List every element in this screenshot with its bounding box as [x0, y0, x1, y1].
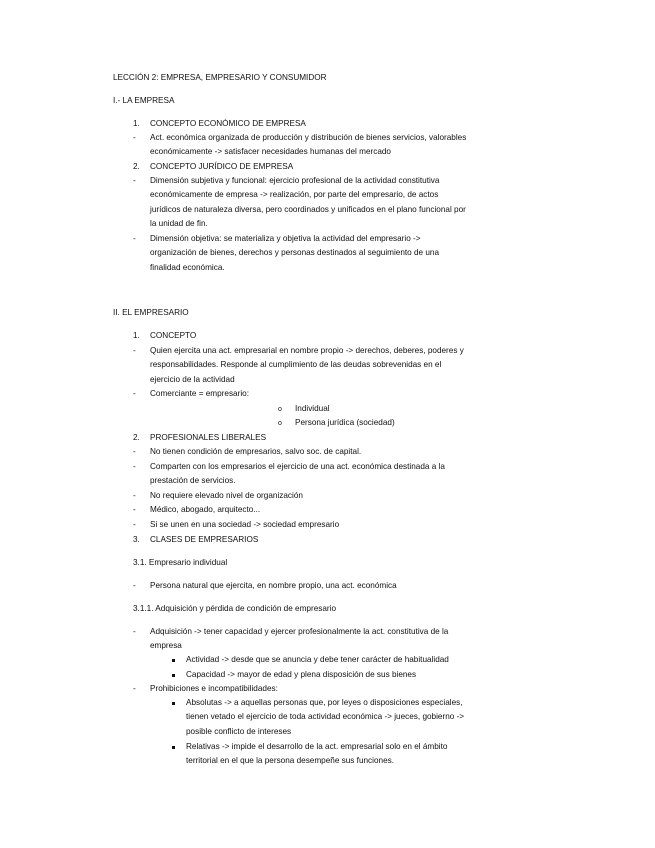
paragraph-line: finalidad económica. — [150, 263, 225, 272]
bullet-dash: - — [133, 234, 136, 243]
list-number: 2. — [133, 162, 140, 171]
subsection-heading: 3.1. Empresario individual — [133, 558, 228, 567]
bullet-dash: - — [133, 684, 136, 693]
sub-list-item: posible conflicto de intereses — [186, 727, 292, 736]
sub-list-item: Persona jurídica (sociedad) — [295, 418, 395, 427]
paragraph-line: Persona natural que ejercita, en nombre propio, una act. económica — [150, 581, 397, 590]
bullet-dash: - — [133, 505, 136, 514]
paragraph-line: No requiere elevado nivel de organización — [150, 491, 303, 500]
paragraph-line: Si se unen en una sociedad -> sociedad empresario — [150, 520, 340, 529]
bullet-dash: - — [133, 389, 136, 398]
paragraph-line: jurídicos de naturaleza diversa, pero coordinados y unificados en el plano funcional por — [150, 205, 466, 214]
square-bullet — [172, 659, 175, 662]
paragraph-line: No tienen condición de empresarios, salvo soc. de capital. — [150, 447, 362, 456]
sub-list-item: Absolutas -> a aquellas personas que, por leyes o disposiciones especiales, — [186, 698, 463, 707]
bullet-dash: - — [133, 447, 136, 456]
square-bullet — [172, 702, 175, 705]
list-number: 1. — [133, 119, 140, 128]
paragraph-line: organización de bienes, derechos y personas destinados al seguimiento de una — [150, 248, 440, 257]
paragraph-line: Adquisición -> tener capacidad y ejercer profesionalmente la act. constitutiva de la — [150, 627, 449, 636]
bullet-dash: - — [133, 346, 136, 355]
page-title: LECCIÓN 2: EMPRESA, EMPRESARIO Y CONSUMIDOR — [113, 73, 327, 82]
square-bullet — [172, 674, 175, 677]
bullet-dash: - — [133, 581, 136, 590]
bullet-dash: - — [133, 133, 136, 142]
paragraph-line: Dimensión objetiva: se materializa y objetiva la actividad del empresario -> — [150, 234, 421, 243]
paragraph-line: ejercicio de la actividad — [150, 375, 235, 384]
square-bullet — [172, 746, 175, 749]
paragraph-line: responsabilidades. Responde al cumplimiento de las deudas sobrevenidas en el — [150, 360, 442, 369]
profesionales-heading: PROFESIONALES LIBERALES — [150, 433, 267, 442]
paragraph-line: Prohibiciones e incompatibilidades: — [150, 684, 278, 693]
concepto-economico-heading: CONCEPTO ECONÓMICO DE EMPRESA — [150, 119, 306, 128]
paragraph-line: Quien ejercita una act. empresarial en nombre propio -> derechos, deberes, poderes y — [150, 346, 464, 355]
sub-list-item: Actividad -> desde que se anuncia y debe tener carácter de habitualidad — [186, 655, 449, 664]
paragraph-line: Comparten con los empresarios el ejercicio de una act. económica destinada a la — [150, 462, 445, 471]
paragraph-line: prestación de servicios. — [150, 476, 236, 485]
section-heading-empresario: II. EL EMPRESARIO — [113, 308, 189, 317]
bullet-dash: - — [133, 520, 136, 529]
paragraph-line: Comerciante = empresario: — [150, 389, 249, 398]
paragraph-line: Médico, abogado, arquitecto... — [150, 505, 261, 514]
circle-bullet: o — [278, 406, 282, 413]
bullet-dash: - — [133, 627, 136, 636]
paragraph-line: Dimensión subjetiva y funcional: ejercicio profesional de la actividad constitutiva — [150, 176, 440, 185]
list-number: 1. — [133, 331, 140, 340]
list-number: 3. — [133, 535, 140, 544]
paragraph-line: económicamente de empresa -> realización, por parte del empresario, de actos — [150, 190, 439, 199]
circle-bullet: o — [278, 420, 282, 427]
subsection-heading: 3.1.1. Adquisición y pérdida de condición de empresario — [133, 604, 336, 613]
paragraph-line: económicamente -> satisfacer necesidades humanas del mercado — [150, 147, 391, 156]
sub-list-item: Individual — [295, 404, 330, 413]
paragraph-line: empresa — [150, 641, 182, 650]
concepto-heading: CONCEPTO — [150, 331, 197, 340]
sub-list-item: tienen vetado el ejercicio de toda actividad económica -> jueces, gobierno -> — [186, 712, 465, 721]
bullet-dash: - — [133, 462, 136, 471]
bullet-dash: - — [133, 176, 136, 185]
clases-heading: CLASES DE EMPRESARIOS — [150, 535, 259, 544]
sub-list-item: Relativas -> impide el desarrollo de la act. empresarial solo en el ámbito — [186, 742, 448, 751]
paragraph-line: la unidad de fin. — [150, 219, 208, 228]
bullet-dash: - — [133, 491, 136, 500]
sub-list-item: Capacidad -> mayor de edad y plena disposición de sus bienes — [186, 670, 417, 679]
sub-list-item: territorial en el que la persona desempeñe sus funciones. — [186, 756, 394, 765]
section-heading-empresa: I.- LA EMPRESA — [113, 96, 175, 105]
paragraph-line: Act. económica organizada de producción y distribución de bienes servicios, valorables — [150, 133, 467, 142]
concepto-juridico-heading: CONCEPTO JURÍDICO DE EMPRESA — [150, 162, 294, 171]
list-number: 2. — [133, 433, 140, 442]
